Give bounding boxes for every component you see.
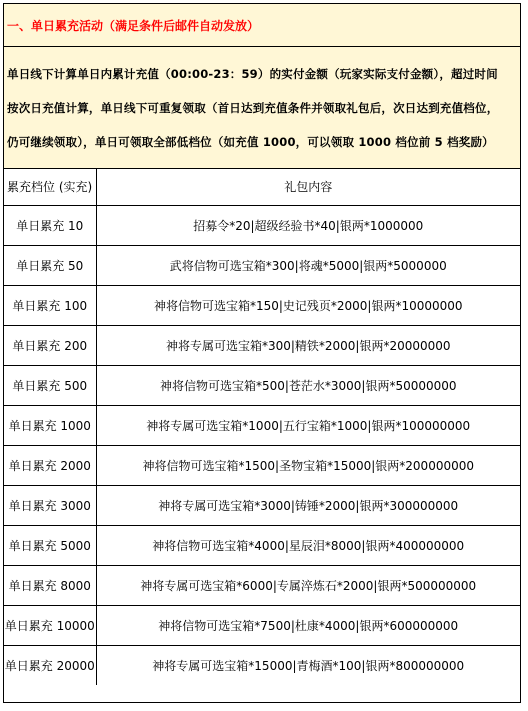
tier-cell: 单日累充 20000 <box>4 645 96 685</box>
table-header-row <box>4 169 520 205</box>
tier-cell: 单日累充 2000 <box>4 445 96 485</box>
table-row <box>4 445 520 485</box>
table-row <box>4 525 520 565</box>
tier-cell: 单日累充 200 <box>4 325 96 365</box>
reward-cell: 神将专属可选宝箱*3000|铸锤*2000|银两*300000000 <box>96 485 520 525</box>
tier-cell: 单日累充 500 <box>4 365 96 405</box>
reward-cell: 神将信物可选宝箱*150|史记残页*2000|银两*10000000 <box>96 285 520 325</box>
tier-cell: 单日累充 3000 <box>4 485 96 525</box>
intro-line: 仍可继续领取），单日可领取全部低档位（如充值 1000，可以领取 1000 档位前 5 档奖励） <box>7 135 494 149</box>
reward-cell: 神将信物可选宝箱*7500|杜康*4000|银两*600000000 <box>96 605 520 645</box>
reward-cell: 神将专属可选宝箱*1000|五行宝箱*1000|银两*100000000 <box>96 405 520 445</box>
reward-cell: 武将信物可选宝箱*300|将魂*5000|银两*5000000 <box>96 245 520 285</box>
table-row <box>4 205 520 245</box>
table-row <box>4 245 520 285</box>
reward-cell: 神将专属可选宝箱*6000|专属淬炼石*2000|银两*500000000 <box>96 565 520 605</box>
reward-cell: 招募令*20|超级经验书*40|银两*1000000 <box>96 205 520 245</box>
reward-cell: 神将信物可选宝箱*1500|圣物宝箱*15000|银两*200000000 <box>96 445 520 485</box>
table-row <box>4 565 520 605</box>
table-row <box>4 325 520 365</box>
table-row <box>4 605 520 645</box>
header-tier: 累充档位 (实充) <box>4 169 96 205</box>
reward-cell: 神将专属可选宝箱*300|精铁*2000|银两*20000000 <box>96 325 520 365</box>
table-row <box>4 285 520 325</box>
table-row <box>4 485 520 525</box>
table-row <box>4 405 520 445</box>
tier-cell: 单日累充 10 <box>4 205 96 245</box>
tier-cell: 单日累充 10000 <box>4 605 96 645</box>
tier-cell: 单日累充 8000 <box>4 565 96 605</box>
table-row <box>4 645 520 685</box>
reward-cell: 神将专属可选宝箱*15000|青梅酒*100|银两*800000000 <box>152 658 465 673</box>
reward-table <box>4 169 520 685</box>
tier-cell: 单日累充 50 <box>4 245 96 285</box>
table-row <box>4 365 520 405</box>
tier-cell: 单日累充 5000 <box>4 525 96 565</box>
intro-line: 单日线下计算单日内累计充值（00:00-23：59）的实付金额（玩家实际支付金额），超过时间 <box>7 67 498 81</box>
intro-line: 按次日充值计算，单日线下可重复领取（首日达到充值条件并领取礼包后，次日达到充值档位， <box>7 101 499 115</box>
section-title: 一、单日累充活动（满足条件后邮件自动发放） <box>4 4 520 47</box>
reward-cell: 神将信物可选宝箱*500|苍茫水*3000|银两*50000000 <box>96 365 520 405</box>
document-frame <box>3 3 521 703</box>
tier-cell: 单日累充 1000 <box>4 405 96 445</box>
intro-paragraph <box>4 47 520 169</box>
header-reward: 礼包内容 <box>96 169 520 205</box>
tier-cell: 单日累充 100 <box>4 285 96 325</box>
reward-cell: 神将信物可选宝箱*4000|星辰泪*8000|银两*400000000 <box>96 525 520 565</box>
